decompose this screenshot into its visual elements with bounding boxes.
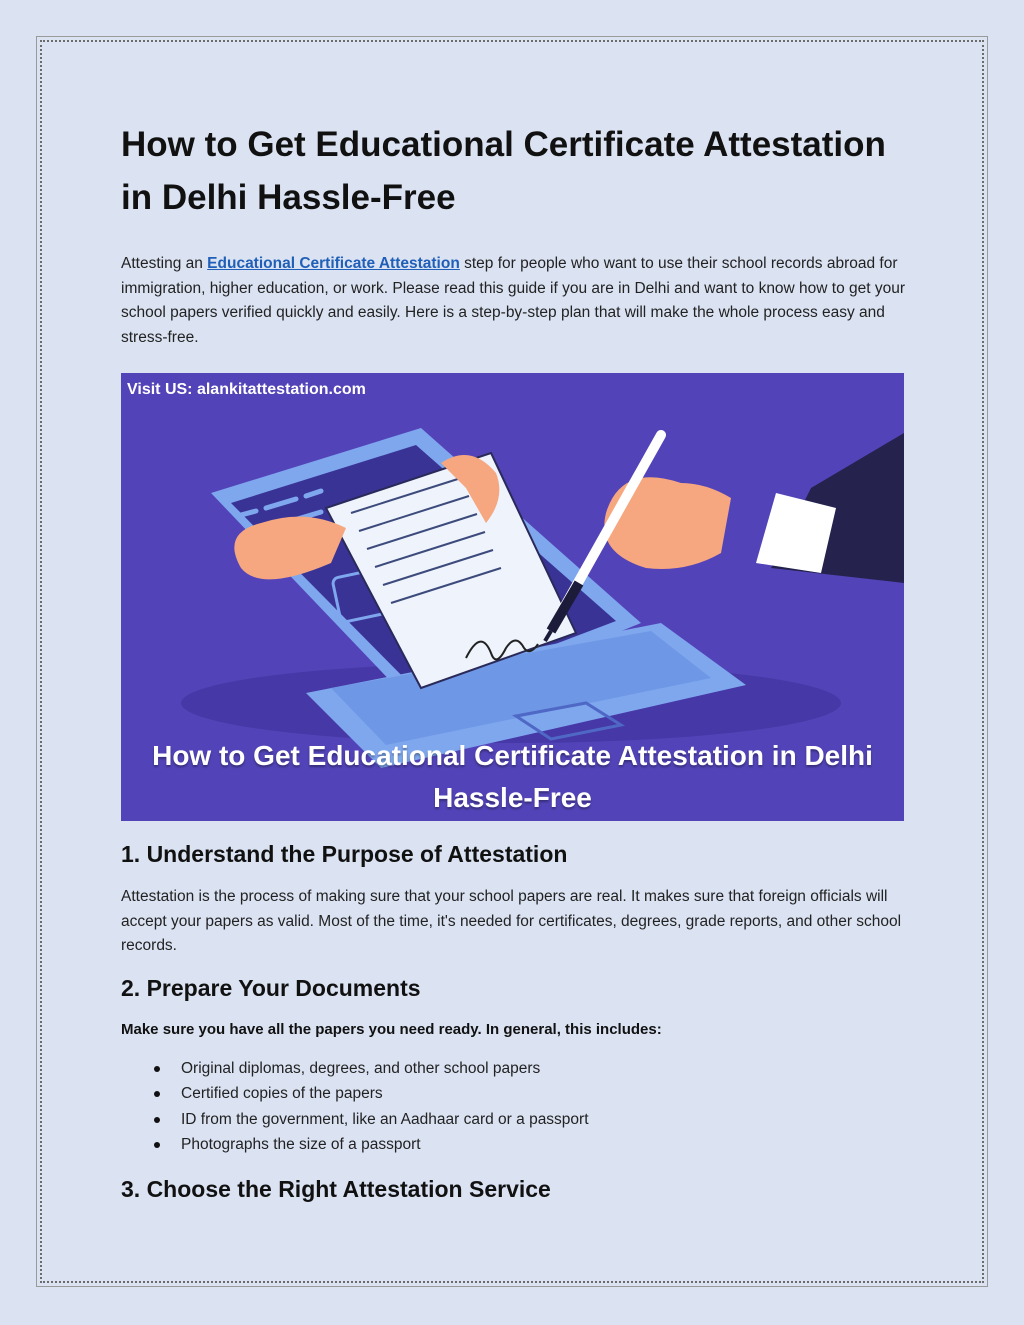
hero-visit-text: Visit US: alankitattestation.com [127,381,366,398]
documents-lead-text: Make sure you have all the papers you need ready. In general, this includes: [121,1020,662,1038]
intro-text-start: Attesting an [121,255,208,272]
educational-attestation-link[interactable]: Educational Certificate Attestation [207,255,460,272]
list-item: ID from the government, like an Aadhaar card or a passport [181,1107,911,1133]
intro-text-end: step for people who want to use their school records abroad for immigration, higher education, or work. Please read this guide if you are in Delhi and want to know how to get your school papers verified quickly and easily. Here is a step-by-step plan that will make the whole process easy and stress-free. [121,255,906,346]
page-title: How to Get Educational Certificate Attestation in Delhi Hassle-Free [121,125,886,217]
list-item: Original diplomas, degrees, and other school papers [181,1056,911,1082]
list-item: Certified copies of the papers [181,1081,911,1107]
documents-list [121,1056,911,1158]
intro-paragraph [121,252,911,350]
hero-banner-title: How to Get Educational Certificate Attestation in Delhi Hassle-Free [152,740,873,813]
signing-hand-shape [604,477,731,569]
section-heading-service: 3. Choose the Right Attestation Service [121,1175,551,1202]
section-heading-purpose: 1. Understand the Purpose of Attestation [121,841,568,867]
list-item: Photographs the size of a passport [181,1132,911,1158]
section-heading-documents: 2. Prepare Your Documents [121,974,421,1001]
document-content [121,118,911,1204]
hero-image [121,373,904,821]
section-text-purpose: Attestation is the process of making sure that your school papers are real. It makes sure that foreign officials will accept your papers as valid. Most of the time, it's needed for certificates, degrees, grade reports, and other school records. [121,888,902,954]
